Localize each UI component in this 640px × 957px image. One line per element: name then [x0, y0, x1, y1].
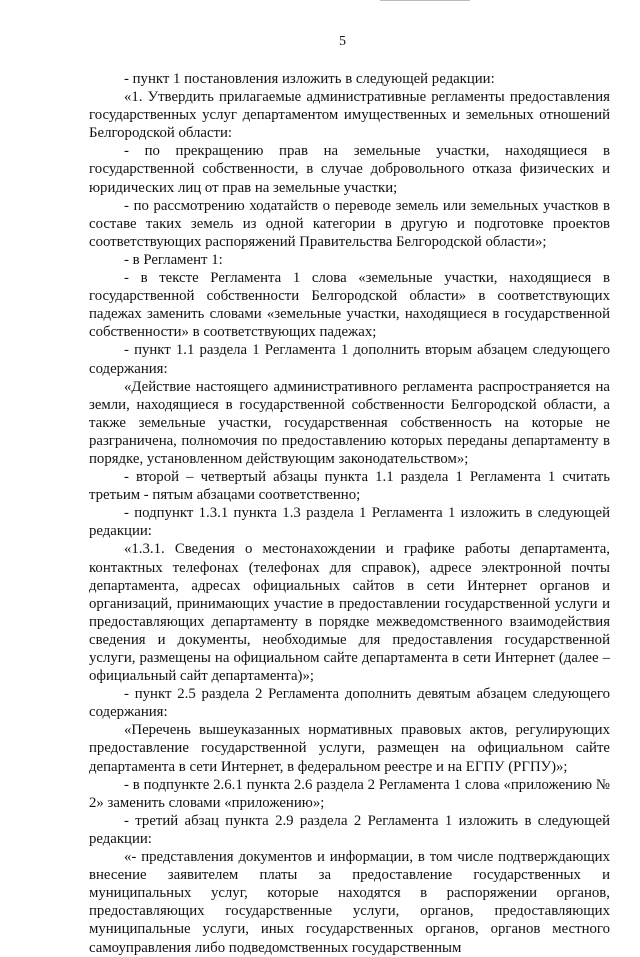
paragraph: - в подпункте 2.6.1 пункта 2.6 раздела 2 Регламента 1 слова «приложению № 2» заменить словами «приложению»;: [89, 776, 610, 811]
paragraph: «1. Утвердить прилагаемые административные регламенты предоставления государственных услуг департаментом имущественных и земельных отношений Белгородской области:: [89, 89, 610, 142]
paragraph: - третий абзац пункта 2.9 раздела 2 Регламента 1 изложить в следующей редакции:: [89, 812, 610, 847]
paragraph: - по прекращению прав на земельные участки, находящиеся в государственной собственности, в случае добровольного отказа физических и юридических лиц от прав на земельные участки;: [89, 143, 610, 196]
page-number: 5: [339, 34, 346, 49]
scan-edge-mark: [380, 0, 470, 4]
paragraph: - в тексте Регламента 1 слова «земельные участки, находящиеся в государственной собственности Белгородской области» в соответствующих падежах заменить словами «земельные участки, находящиеся в государственной собственности» в соответствующих падежах;: [89, 270, 610, 341]
paragraph: - второй – четвертый абзацы пункта 1.1 раздела 1 Регламента 1 считать третьим - пятым абзацами соответственно;: [89, 469, 610, 504]
paragraph: «- представления документов и информации, в том числе подтверждающих внесение заявителем платы за предоставление государственных и муниципальных услуг, которые находятся в распоряжении органов, предоставляющих государственные услуги, органов, предоставляющих муниципальные услуги, иных государственных органов, органов местного самоуправления либо подведомственных государственным: [89, 849, 610, 956]
paragraph: - по рассмотрению ходатайств о переводе земель или земельных участков в составе таких земель из одной категории в другую и подготовке проектов соответствующих распоряжений Правительства Белгородской области»;: [89, 197, 610, 250]
paragraph: - пункт 1.1 раздела 1 Регламента 1 дополнить вторым абзацем следующего содержания:: [89, 342, 610, 377]
paragraph: «1.3.1. Сведения о местонахождении и графике работы департамента, контактных телефонах (телефонах для справок), адресе электронной почты департамента, адресах официальных сайтов в сети Интернет органов и организаций, принимающих участие в предоставлении государственной услуги и предоставляющих департаменту в порядке межведомственного взаимодействия сведения и документы, необходимые для предоставления государственной услуги, размещены на официальном сайте департамента в сети Интернет (далее – официальный сайт департамента)»;: [89, 541, 610, 685]
paragraph: - в Регламент 1:: [124, 251, 223, 268]
paragraph: «Действие настоящего административного регламента распространяется на земли, находящиеся в государственной собственности Белгородской области, а также земельные участки, государственная собственность на которые не разграничена, полномочия по предоставлению которых переданы департаменту в порядке, установленном действующим законодательством»;: [89, 378, 610, 467]
paragraph: «Перечень вышеуказанных нормативных правовых актов, регулирующих предоставление государственной услуги, размещен на официальном сайте департамента в сети Интернет, в федеральном реестре и на ЕГПУ (РГПУ)»;: [89, 722, 610, 775]
paragraph: - пункт 1 постановления изложить в следующей редакции:: [124, 71, 495, 87]
paragraph: - пункт 2.5 раздела 2 Регламента дополнить девятым абзацем следующего содержания:: [89, 686, 610, 721]
paragraph: - подпункт 1.3.1 пункта 1.3 раздела 1 Регламента 1 изложить в следующей редакции:: [89, 505, 610, 540]
